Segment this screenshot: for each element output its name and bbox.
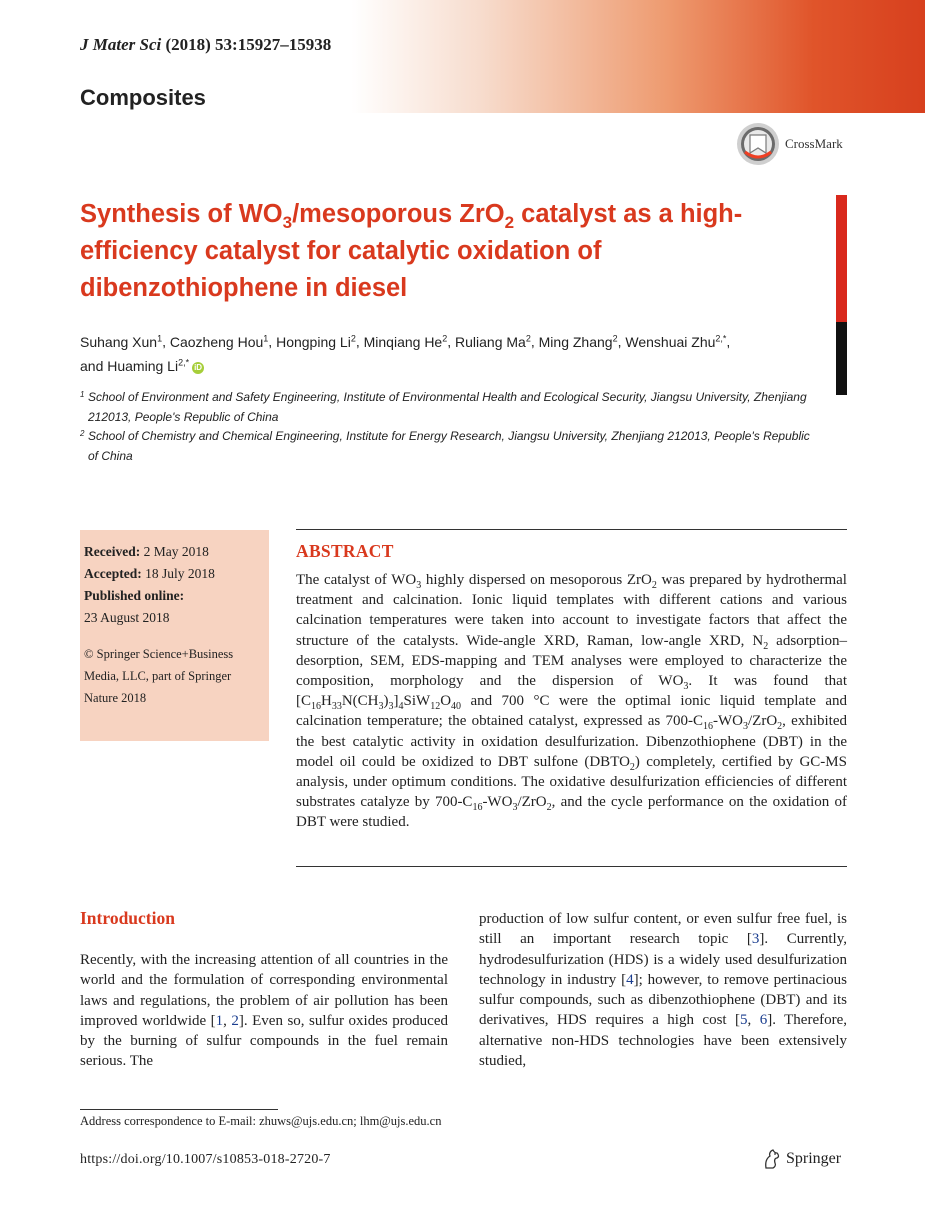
- accepted-date: Accepted: 18 July 2018: [84, 566, 215, 581]
- abstract-top-rule: [296, 529, 847, 530]
- accent-bar-red: [836, 195, 847, 322]
- article-history-box: [80, 530, 269, 741]
- author[interactable]: Hongping Li$^2$: [276, 333, 356, 350]
- crossmark-label: CrossMark: [785, 136, 843, 151]
- intro-column-right: production of low sulfur content, or even sulfur free fuel, is still an important research topic [3]. Currently, hydrodesulfurization (HDS) is a widely used desulfurization technology in industry [4]; however, to remove pertinacious sulfur compounds, such as dibenzothiophene (DBT) and its derivatives, HDS requires a high cost [5, 6]. Therefore, alternative non-HDS technologies have been extensively studied,: [479, 911, 848, 1070]
- author[interactable]: Ruliang Ma$^2$: [455, 333, 531, 350]
- published-label: Published online:: [84, 588, 185, 603]
- author-list: Suhang Xun$^1$, Caozheng Hou$^1$, Hongping Li$^2$, Minqiang He$^2$, Ruliang Ma$^2$, Ming Zhang$^2$, Wenshuai Zhu$^{2,*}$, and Huaming $Li^{2,*}$ iD: [80, 333, 731, 375]
- crossmark-badge[interactable]: [736, 122, 843, 166]
- citation-link[interactable]: 3: [751, 931, 760, 948]
- copyright-notice: © Springer Science+Business Media, LLC, part of Springer Nature 2018: [84, 647, 234, 705]
- author[interactable]: Caozheng Hou$^1$: [169, 333, 269, 350]
- article-title: Synthesis of $WO_3$/mesoporous ZrO$_2$ catalyst as a high-efficiency catalyst for catalytic oxidation of dibenzothiophene in diesel: [80, 200, 743, 302]
- crossmark-icon: [736, 122, 780, 166]
- citation-link[interactable]: 4: [626, 971, 634, 988]
- orcid-icon[interactable]: iD: [194, 362, 203, 372]
- citation-link[interactable]: 2: [231, 1012, 239, 1029]
- springer-horse-icon: [762, 1148, 782, 1170]
- received-date: Received: 2 May 2018: [84, 544, 209, 559]
- citation-link[interactable]: 1: [215, 1012, 224, 1029]
- doi-link[interactable]: https://doi.org/10.1007/s10853-018-2720-7: [80, 1152, 331, 1167]
- author[interactable]: Minqiang He$^2$: [363, 333, 448, 350]
- intro-column-left: Recently, with the increasing attention of all countries in the world and the formulation of corresponding environmental laws and regulations, the problem of air pollution has been improved worldwide [1, 2]. Even so, sulfur oxides produced by the burning of sulfur compounds in the fuel remain serious. The: [80, 952, 449, 1070]
- publisher-name: Springer: [786, 1150, 842, 1167]
- abstract-text: The catalyst of $WO_3$ highly dispersed on mesoporous ZrO$_2$ was prepared by hydrothermal treatment and calcination. Ionic liquid templates with different cations and various calcination temperatures were taken into account to investigate factors that affect the structure of the catalysts. Wide-angle XRD, Raman, low-angle XRD, $N_2$ adsorption–desorption, SEM, EDS-mapping and TEM analyses were employed to characterize the composition, morphology and the dispersion of $WO_3$. It was found that $[C_{16}H_{33}N(CH_3)_3]_4SiW_{12}O_{40}$ and 700 °C were the optimal ionic liquid template and calcination temperature; the obtained catalyst, expressed as $700-C_{16}-WO_3/ZrO_2$, exhibited the best catalytic activity in oxidation desulfurization. Dibenzothiophene (DBT) in the model oil could be oxidized to DBT sulfone $(DBTO_2)$ completely, certified by GC-MS analysis, under optimum conditions. The oxidative desulfurization efficiencies of different substrates catalyze by $700-C_{16}-WO_3/ZrO_2$, and the cycle performance on the oxidation of DBT were studied.: [296, 572, 847, 831]
- introduction-heading: Introduction: [80, 908, 175, 928]
- springer-logo: [762, 1148, 841, 1170]
- footnote-rule: [80, 1109, 278, 1110]
- abstract-bottom-rule: [296, 866, 847, 867]
- affiliation-2: 2 School of Chemistry and Chemical Engineering, Institute for Energy Research, Jiangsu University, Zhenjiang 212013, People's Republic of China: [80, 429, 810, 463]
- correspondence-footnote: Address correspondence to E-mail: zhuws@ujs.edu.cn; lhm@ujs.edu.cn: [80, 1114, 442, 1128]
- journal-abbrev: J Mater Sci: [80, 35, 162, 54]
- published-date: 23 August 2018: [84, 610, 170, 625]
- citation-link[interactable]: 6: [759, 1012, 768, 1029]
- author[interactable]: Ming Zhang$^2$: [538, 333, 618, 350]
- section-label: Composites: [80, 85, 206, 110]
- abstract-heading: ABSTRACT: [296, 541, 394, 561]
- affiliation-1: 1 School of Environment and Safety Engineering, Institute of Environmental Health and Ecological Security, Jiangsu University, Zhenjiang 212013, People's Republic of China: [80, 390, 807, 424]
- journal-cite: (2018) 53:15927–15938: [165, 35, 332, 54]
- author[interactable]: and Huaming $Li^{2,*}$: [80, 357, 190, 375]
- author[interactable]: Wenshuai Zhu$^{2,*}$: [625, 333, 727, 350]
- author[interactable]: Suhang Xun$^1$: [80, 333, 163, 350]
- journal-citation: [80, 35, 331, 55]
- citation-link[interactable]: 5: [740, 1012, 748, 1029]
